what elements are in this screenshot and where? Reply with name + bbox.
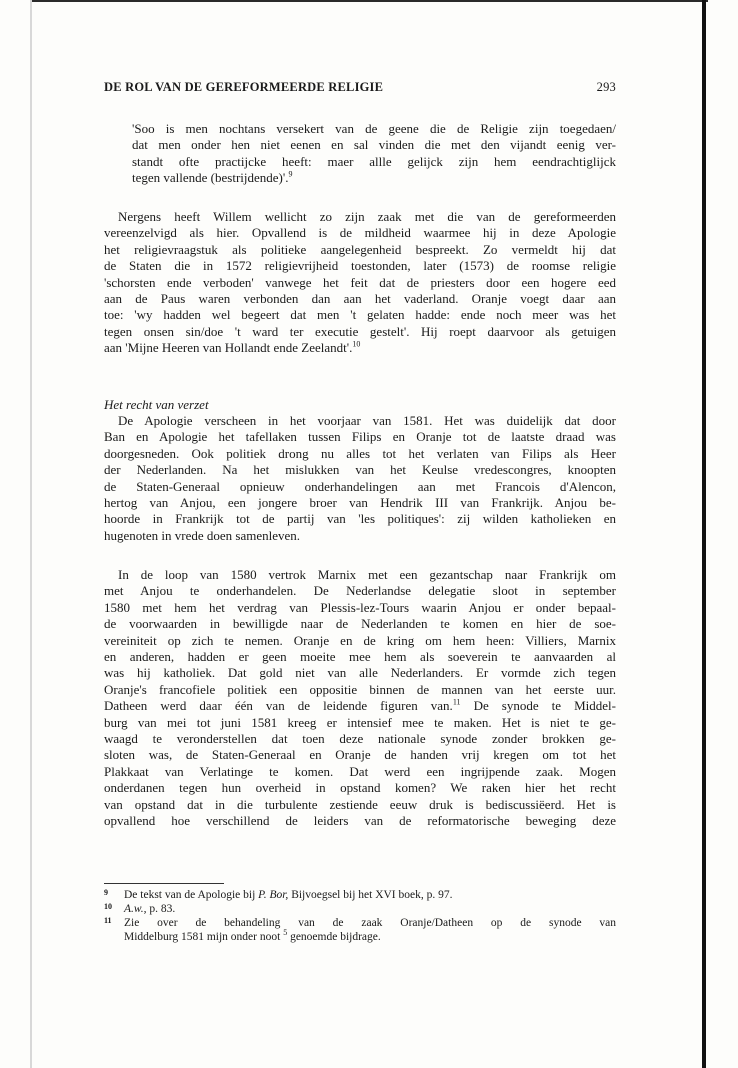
paragraph-line: tegen onsen sin/doe 't ward ter executie gestelt'. Hij roept daarvoor als getuigen bbox=[104, 323, 616, 339]
paragraph-line: sloten was, de Staten-Generaal en Oranje de handen vrij kregen om tot het bbox=[104, 747, 616, 763]
footnote-10 bbox=[104, 902, 616, 916]
paragraph-line: de voorwaarden in bewilligde naar de Nederlanden te komen en hier de soe- bbox=[104, 616, 616, 632]
footnote-11 bbox=[104, 916, 616, 944]
footnote-number: 10 bbox=[104, 902, 112, 911]
quote-line: 'Soo is men nochtans versekert van de geene die de Religie zijn toegedaen/ bbox=[132, 121, 616, 136]
paragraph-line: de Staten-Generaal opnieuw onderhandelingen aan met Francois d'Alencon, bbox=[104, 478, 616, 494]
quote-line: standt ofte practijcke heeft: maer allle gelijck zijn hem eendrachtiglijck bbox=[132, 153, 616, 169]
paragraph-3 bbox=[104, 567, 616, 830]
paragraph-line: vereenzelvigd als hier. Opvallend is de mildheid waarmee hij in deze Apologie bbox=[104, 225, 616, 241]
paragraph-line: van opstand dat in die turbulente zestiende eeuw druk is bediscussiëerd. Het is bbox=[104, 796, 616, 812]
paragraph-2 bbox=[104, 413, 616, 544]
paragraph-line: Datheen werd daar één van de leidende figuren van.$^{11}$ De synode te Middel- bbox=[104, 697, 616, 714]
paragraph-line: hugenoten in vrede doen samenleven. bbox=[104, 527, 301, 543]
paragraph-line: der Nederlanden. Na het mislukken van het Keulse vredescongres, knoopten bbox=[104, 462, 616, 478]
paragraph-line: burg van mei tot juni 1581 kreeg er intensief mee te maken. Het is niet te ge- bbox=[104, 714, 616, 730]
footnote-text: De tekst van de Apologie bij P. Bor, Bijvoegsel bij het XVI boek, p. 97. bbox=[124, 889, 453, 901]
paragraph-line: toe: 'wy hadden wel begeert dat men 't gelaten hadde: ende noch meer was het bbox=[104, 307, 616, 323]
scan-edge-left bbox=[30, 0, 32, 1068]
paragraph-line: Oranje's francofiele politiek een oppositie binnen de mannen van het eerste uur. bbox=[104, 681, 616, 697]
paragraph-line: onderdanen tegen hun overheid in opstand komen? We raken hier het recht bbox=[104, 780, 616, 796]
paragraph-line: 1580 met hem het verdrag van Plessis-lez-Tours waarin Anjou er onder bepaal- bbox=[104, 599, 616, 615]
paragraph-line: hertog van Anjou, een jongere broer van Hendrik III van Frankrijk. Anjou be- bbox=[104, 495, 616, 511]
paragraph-line: Ban en Apologie het tafellaken tussen Filips en Oranje tot de laatste draad was bbox=[104, 429, 616, 445]
paragraph-line: doorgesneden. Ook politiek drong nu alles tot het verlaten van Filips als Heer bbox=[104, 445, 616, 461]
paragraph-line: Nergens heeft Willem wellicht zo zijn zaak met die van de gereformeerden bbox=[118, 209, 616, 224]
block-quote bbox=[132, 121, 616, 187]
scan-edge-top bbox=[30, 0, 708, 2]
footnote-text: A.w., p. 83. bbox=[124, 903, 176, 915]
footnotes bbox=[104, 888, 616, 944]
quote-line: tegen vallende (bestrijdende)'.$^9$ bbox=[132, 169, 293, 186]
paragraph-line: het religievraagstuk als politieke aangelegenheid bespreekt. Zo vermeldt hij dat bbox=[104, 241, 616, 257]
quote-line: dat men onder hen niet eenen en sal vinden die met den vijandt eenig ver- bbox=[132, 137, 616, 153]
scan-edge-right bbox=[702, 0, 706, 1068]
paragraph-line: met Anjou te onderhandelen. De Nederlandse delegatie sloot in september bbox=[104, 583, 616, 599]
paragraph-line: 'schorsten ende verboden' vanwege het feit dat de priesters door een hogere eed bbox=[104, 274, 616, 290]
paragraph-line: en anderen, hadden er geen moeite mee hem als soeverein te aanvaarden al bbox=[104, 649, 616, 665]
paragraph-line: waagd te veronderstellen dat toen deze nationale synode zonder brokken ge- bbox=[104, 731, 616, 747]
paragraph-line: Plakkaat van Verlatinge te komen. Dat werd een ingrijpende zaak. Mogen bbox=[104, 763, 616, 779]
footnote-text: Middelburg 1581 mijn onder noot $^5$ genoemde bijdrage. bbox=[124, 928, 381, 943]
paragraph-line: de Staten die in 1572 religievrijheid toestonden, later (1573) de roomse religie bbox=[104, 258, 616, 274]
footnote-ref-11: 11 bbox=[452, 697, 461, 707]
footnote-rule bbox=[104, 883, 224, 884]
running-title: DE ROL VAN DE GEREFORMEERDE RELIGIE bbox=[104, 80, 384, 94]
footnote-ref-9: 9 bbox=[288, 169, 293, 179]
paragraph-line: In de loop van 1580 vertrok Marnix met een gezantschap naar Frankrijk om bbox=[118, 567, 616, 582]
footnote-ref-10: 10 bbox=[352, 339, 361, 349]
footnote-text: Zie over de behandeling van de zaak Oranje/Datheen op de synode van bbox=[124, 917, 616, 929]
paragraph-line: aan 'Mijne Heeren van Hollandt ende Zeelandt'.$^{10}$ bbox=[104, 339, 361, 356]
footnote-9 bbox=[104, 888, 616, 902]
section-heading: Het recht van verzet bbox=[104, 397, 209, 412]
paragraph-1 bbox=[104, 209, 616, 357]
paragraph-line: hoorde in Frankrijk tot de partij van 'les politiques': zij wilden katholieken en bbox=[104, 511, 616, 527]
paragraph-line: opvallend hoe verschillend de leiders van de reformatorische beweging deze bbox=[104, 813, 616, 829]
footnote-number: 11 bbox=[104, 916, 112, 925]
paragraph-line: aan de Paus waren verbonden dan aan het vaderland. Oranje voegt daar aan bbox=[104, 291, 616, 307]
paragraph-line: De Apologie verscheen in het voorjaar van 1581. Het was duidelijk dat door bbox=[118, 413, 616, 428]
page-number: 293 bbox=[596, 80, 616, 94]
paragraph-line: vereiniteit op zich te nemen. Oranje en de kring om hem heen: Villiers, Marnix bbox=[104, 632, 616, 648]
footnote-ref-5: 5 bbox=[283, 928, 288, 938]
footnote-number: 9 bbox=[104, 888, 108, 897]
paragraph-line: was hij katholiek. Dat gold niet van alle Nederlanders. Er vormde zich tegen bbox=[104, 665, 616, 681]
